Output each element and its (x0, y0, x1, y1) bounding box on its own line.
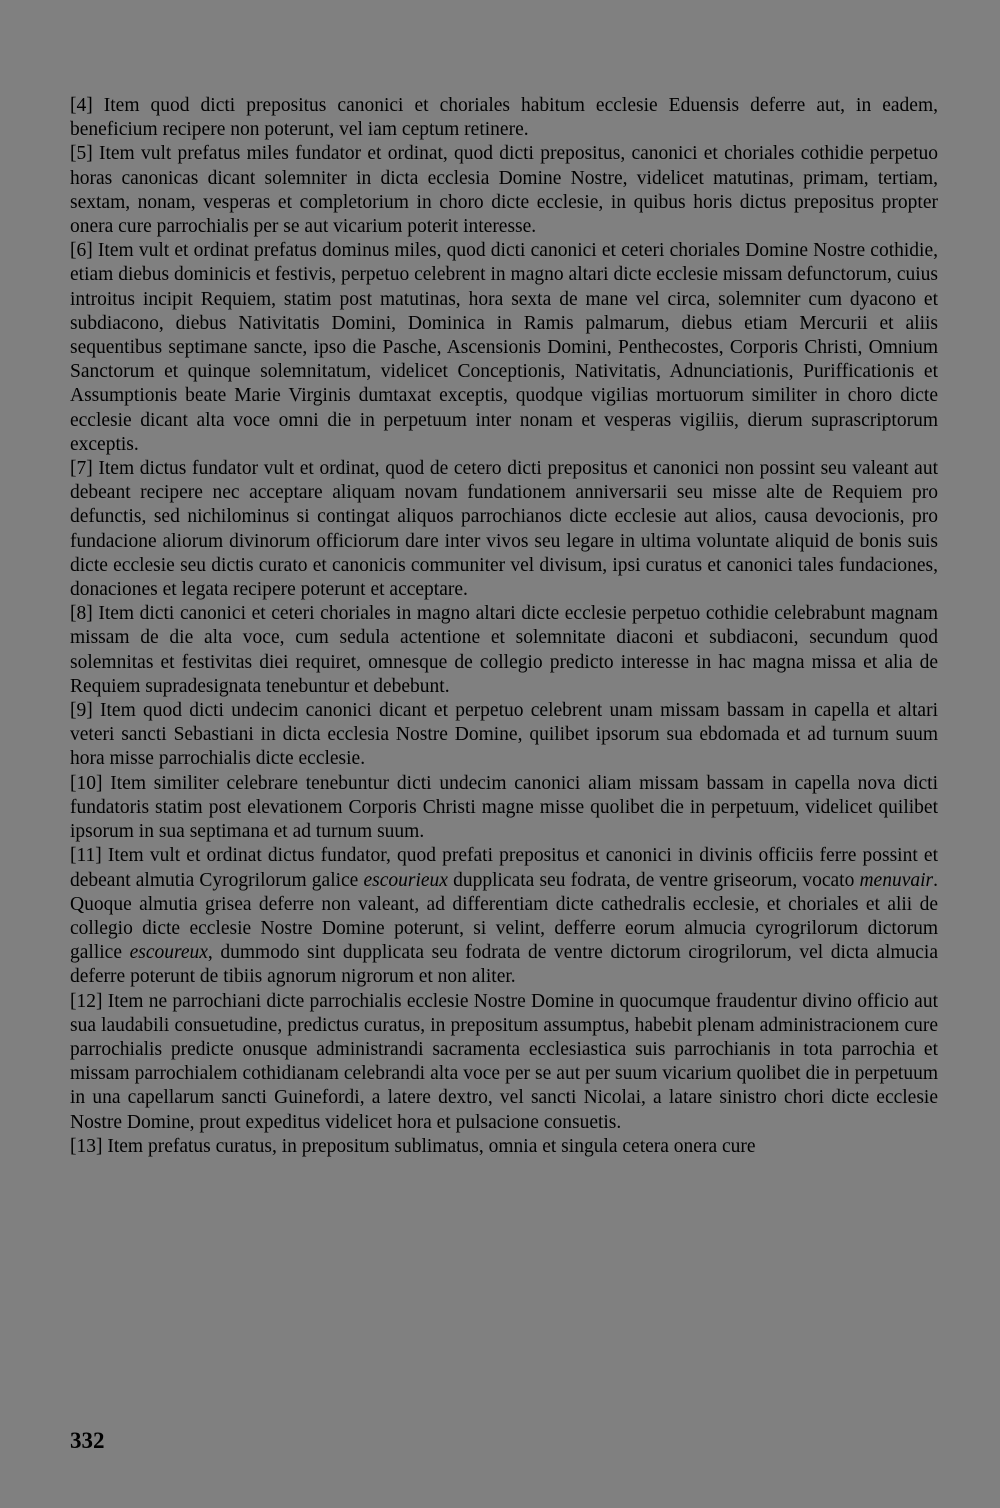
italic-term: menuvair (859, 869, 934, 891)
paragraph-p6 (70, 239, 938, 457)
text-segment: [9] Item quod dicti undecim canonici dicant et perpetuo celebrent unam missam bassam in capella et altari veteri sancti Sebastiani in dicta ecclesia Nostre Domine, quilibet ipsorum sua ebdomada et ad turnum suum hora misse parrochialis dicte ecclesie. (70, 700, 938, 770)
text-segment: [13] Item prefatus curatus, in prepositum sublimatus, omnia et singula cetera onera cure (70, 1135, 756, 1157)
paragraph-p4 (70, 94, 938, 142)
text-segment: [8] Item dicti canonici et ceteri choriales in magno altari dicte ecclesie perpetuo cothidie celebrabunt magnam missam de die alta voce, cum sedula actentione et solemnitate diaconi et subdiaconi, secundum quod solemnitas et festivitas diei requiret, omnesque de collegio predicto interesse in hac magna missa et alia de Requiem supradesignata tenebuntur et debebunt. (70, 603, 938, 697)
text-segment: [12] Item ne parrochiani dicte parrochialis ecclesie Nostre Domine in quocumque fraudentur divino officio aut sua laudabili consuetudine, predictus curatus, in prepositum assumptus, habebit plenam administracionem cure parrochialis predicte onusque administrandi sacramenta ecclesiastica suis parrochianis in tota parrochia et missam parrochialem cothidianam celebrandi alta voce per se aut per suum vicarium quolibet die in perpetuum in una capellarum sancti Guinefordi, a latere dextro, vel sancti Nicolai, a latare sinistro chori dicte ecclesie Nostre Domine, prout expeditus videlicet hora et pulsacione consuetis. (70, 990, 938, 1133)
paragraph-p12 (70, 990, 938, 1135)
italic-term: escoureux (129, 942, 208, 964)
italic-term: escourieux (363, 869, 448, 891)
page-number: 332 (70, 1428, 105, 1453)
text-segment: [4] Item quod dicti prepositus canonici et choriales habitum ecclesie Eduensis deferre aut, in eadem, beneficium recipere non poterunt, vel iam ceptum retinere. (70, 95, 938, 141)
paragraph-p7 (70, 457, 938, 602)
text-segment: [7] Item dictus fundator vult et ordinat, quod de cetero dicti prepositus et canonici non possint seu valeant aut debeant recipere nec acceptare aliquam novam fundationem anniversarii seu misse alte de Requiem pro defunctis, sed nichilominus si contingat aliquos parrochianos dicte ecclesie aut alios, causa devocionis, pro fundacione aliorum divinorum officiorum dare inter vivos seu legare in ultima voluntate aliquid de bonis suis dicte ecclesie seu dictis curato et canonicis communiter vel divisum, ipsi curatus et canonici tales fundaciones, donaciones et legata recipere poterunt et acceptare. (70, 458, 938, 601)
paragraph-p10 (70, 772, 938, 845)
paragraph-p13 (70, 1135, 938, 1159)
text-segment: [11] Item vult et ordinat dictus fundator, quod prefati prepositus et canonici in divinis officiis ferre possint et debeant almutia Cyrogrilorum galice (70, 845, 938, 891)
text-segment: dupplicata seu fodrata, de ventre griseorum, vocato (447, 869, 860, 891)
text-segment: , dummodo sint dupplicata seu fodrata de ventre dictorum cirogrilorum, vel dicta almucia deferre poterunt de tibiis agnorum nigrorum et non aliter. (70, 942, 939, 988)
paragraph-p11 (70, 844, 938, 989)
paragraph-p9 (70, 699, 938, 772)
text-segment: [5] Item vult prefatus miles fundator et ordinat, quod dicti prepositus, canonici et choriales cothidie perpetuo horas canonicas dicant solemniter in dicta ecclesia Domine Nostre, videlicet matutinas, primam, tertiam, sextam, nonam, vesperas et completorium in choro dicte ecclesie, in quibus horis dictus prepositus propter onera cure parrochialis per se aut vicarium poterit interesse. (70, 143, 938, 238)
paragraph-p5 (70, 142, 938, 239)
body-text (70, 94, 938, 1159)
paragraph-p8 (70, 602, 938, 699)
text-segment: . Quoque almutia grisea deferre non valeant, ad differentiam dicte cathedralis ecclesie, et choriales et alii de collegio dicte ecclesie Nostre Domine poterunt, si velint, defferre eorum almucia cyrogrilorum dictorum gallice (70, 869, 938, 964)
text-segment: [6] Item vult et ordinat prefatus dominus miles, quod dicti canonici et ceteri choriales Domine Nostre cothidie, etiam diebus dominicis et festivis, perpetuo celebrent in magno altari dicte ecclesie missam defunctorum, cuius introitus incipit Requiem, statim post matutinas, hora sexta de mane vel circa, solemniter cum dyacono et subdiacono, diebus Nativitatis Domini, Dominica in Ramis palmarum, diebus etiam Mercurii et aliis sequentibus septimane sancte, ipso die Pasche, Ascensionis Domini, Penthecostes, Corporis Christi, Omnium Sanctorum et quinque solemnitatum, videlicet Conceptionis, Nativitatis, Adnunciationis, Purifficationis et Assumptionis beate Marie Virginis dumtaxat exceptis, quodque vigilias mortuorum similiter in choro dicte ecclesie dicant alta voce omni die in perpetuum inter nonam et vesperas vigiliis, dierum suprascriptorum exceptis. (70, 240, 938, 455)
text-segment: [10] Item similiter celebrare tenebuntur dicti undecim canonici aliam missam bassam in capella nova dicti fundatoris statim post elevationem Corporis Christi magne misse quolibet die in perpetuum, videlicet quilibet ipsorum in sua septimana et ad turnum suum. (70, 772, 938, 843)
